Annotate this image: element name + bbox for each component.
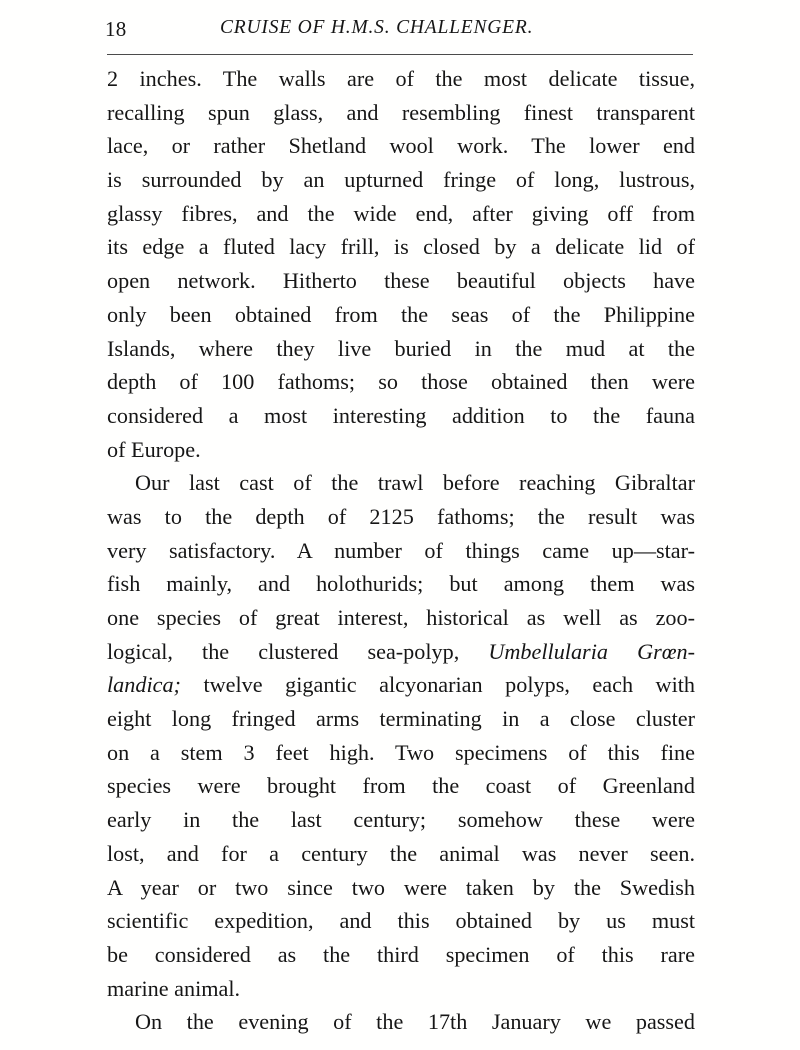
text-line: on a stem 3 feet high. Two specimens of this fine xyxy=(107,739,695,765)
text-line-with-italic xyxy=(107,668,695,702)
text-line: one species of great interest, historical as well as zoo- xyxy=(107,605,695,630)
text-line: early in the last century; somehow these were xyxy=(107,807,695,833)
text-line: lace, or rather Shetland wool work. The lower end xyxy=(107,133,695,159)
text-line: depth of 100 fathoms; so those obtained then were xyxy=(107,369,695,395)
text-fragment: logical, the clustered sea-polyp, xyxy=(107,638,460,664)
body-text xyxy=(107,62,695,1039)
text-line: open network. Hitherto these beautiful objects have xyxy=(107,268,695,294)
text-line: very satisfactory. A number of things came up—star- xyxy=(107,537,695,563)
paragraph-end-line: of Europe. xyxy=(107,436,201,462)
text-line-with-italic xyxy=(107,635,695,669)
text-line: A year or two since two were taken by the Swedish xyxy=(107,874,695,900)
text-line: fish mainly, and holothurids; but among them was xyxy=(107,571,695,597)
text-line: 2 inches. The walls are of the most delicate tissue, xyxy=(107,66,695,91)
text-line: species were brought from the coast of Greenland xyxy=(107,773,695,799)
text-line: considered a most interesting addition to the fauna xyxy=(107,402,695,428)
italic-species-name-continuation: landica; xyxy=(107,672,181,698)
header-rule xyxy=(107,54,693,55)
running-title: CRUISE OF H.M.S. CHALLENGER. xyxy=(220,17,534,38)
page-number: 18 xyxy=(105,17,127,41)
text-line: eight long fringed arms terminating in a close cluster xyxy=(107,706,695,732)
paragraph-start-line: On the evening of the 17th January we passed xyxy=(135,1009,695,1035)
text-line: its edge a fluted lacy frill, is closed by a delicate lid of xyxy=(107,234,695,260)
text-line: recalling spun glass, and resembling finest transparent xyxy=(107,99,695,125)
text-line: was to the depth of 2125 fathoms; the result was xyxy=(107,503,695,529)
text-line: is surrounded by an upturned fringe of long, lustrous, xyxy=(107,167,695,193)
text-line: scientific expedition, and this obtained by us must xyxy=(107,908,695,934)
italic-species-name: Umbellularia Grœn- xyxy=(488,638,696,664)
text-line: lost, and for a century the animal was never seen. xyxy=(107,840,695,866)
text-line: be considered as the third specimen of this rare xyxy=(107,941,695,967)
paragraph-start-line: Our last cast of the trawl before reaching Gibraltar xyxy=(135,470,695,496)
text-line: Islands, where they live buried in the mud at the xyxy=(107,335,695,361)
page-header xyxy=(105,17,693,47)
text-fragment: twelve gigantic alcyonarian polyps, each with xyxy=(203,672,696,698)
text-line: glassy fibres, and the wide end, after giving off from xyxy=(107,200,695,226)
paragraph-end-line: marine animal. xyxy=(107,975,241,1001)
text-line: only been obtained from the seas of the Philippine xyxy=(107,301,695,327)
